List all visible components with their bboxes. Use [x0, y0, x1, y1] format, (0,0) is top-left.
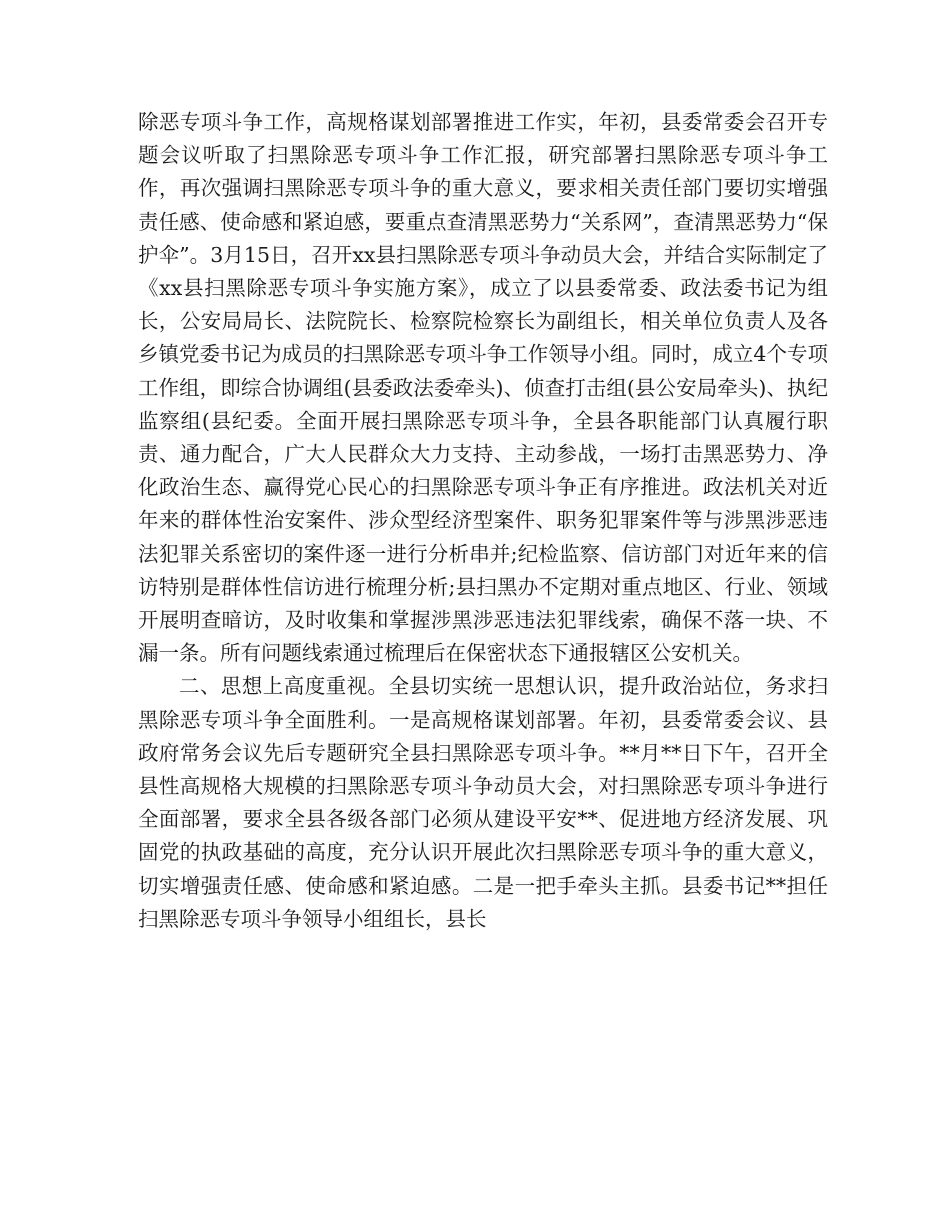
body-paragraph-section-two: 二、思想上高度重视。全县切实统一思想认识，提升政治站位，务求扫黑除恶专项斗争全面胜利。一是高规格谋划部署。年初，县委常委会议、县政府常务会议先后专题研究全县扫黑除恶专项斗争。**月**日下午，召开全县性高规格大规模的扫黑除恶专项斗争动员大会，对扫黑除恶专项斗争进行全面部署，要求全县各级各部门必须从建设平安**、促进地方经济发展、巩固党的执政基础的高度，充分认识开展此次扫黑除恶专项斗争的重大意义，切实增强责任感、使命感和紧迫感。二是一把手牵头主抓。县委书记**担任扫黑除恶专项斗争领导小组组长，县长: [138, 674, 828, 931]
body-paragraph-continued: 除恶专项斗争工作，高规格谋划部署推进工作实，年初，县委常委会召开专题会议听取了扫黑除恶专项斗争工作汇报，研究部署扫黑除恶专项斗争工作，再次强调扫黑除恶专项斗争的重大意义，要求相关责任部门要切实增强责任感、使命感和紧迫感，要重点查清黑恶势力“关系网”，查清黑恶势力“保护伞”。3月15日，召开xx县扫黑除恶专项斗争动员大会，并结合实际制定了《xx县扫黑除恶专项斗争实施方案》，成立了以县委常委、政法委书记为组长，公安局局长、法院院长、检察院检察长为副组长，相关单位负责人及各乡镇党委书记为成员的扫黑除恶专项斗争工作领导小组。同时，成立4个专项工作组，即综合协调组(县委政法委牵头)、侦查打击组(县公安局牵头)、执纪监察组(县纪委。全面开展扫黑除恶专项斗争，全县各职能部门认真履行职责、通力配合，广大人民群众大力支持、主动参战，一场打击黑恶势力、净化政治生态、赢得党心民心的扫黑除恶专项斗争正有序推进。政法机关对近年来的群体性治安案件、涉众型经济型案件、职务犯罪案件等与涉黑涉恶违法犯罪关系密切的案件逐一进行分析串并;纪检监察、信访部门对近年来的信访特别是群体性信访进行梳理分析;县扫黑办不定期对重点地区、行业、领域开展明查暗访，及时收集和掌握涉黑涉恶违法犯罪线索，确保不落一块、不漏一条。所有问题线索通过梳理后在保密状态下通报辖区公安机关。: [138, 110, 828, 666]
document-page: [138, 106, 828, 936]
